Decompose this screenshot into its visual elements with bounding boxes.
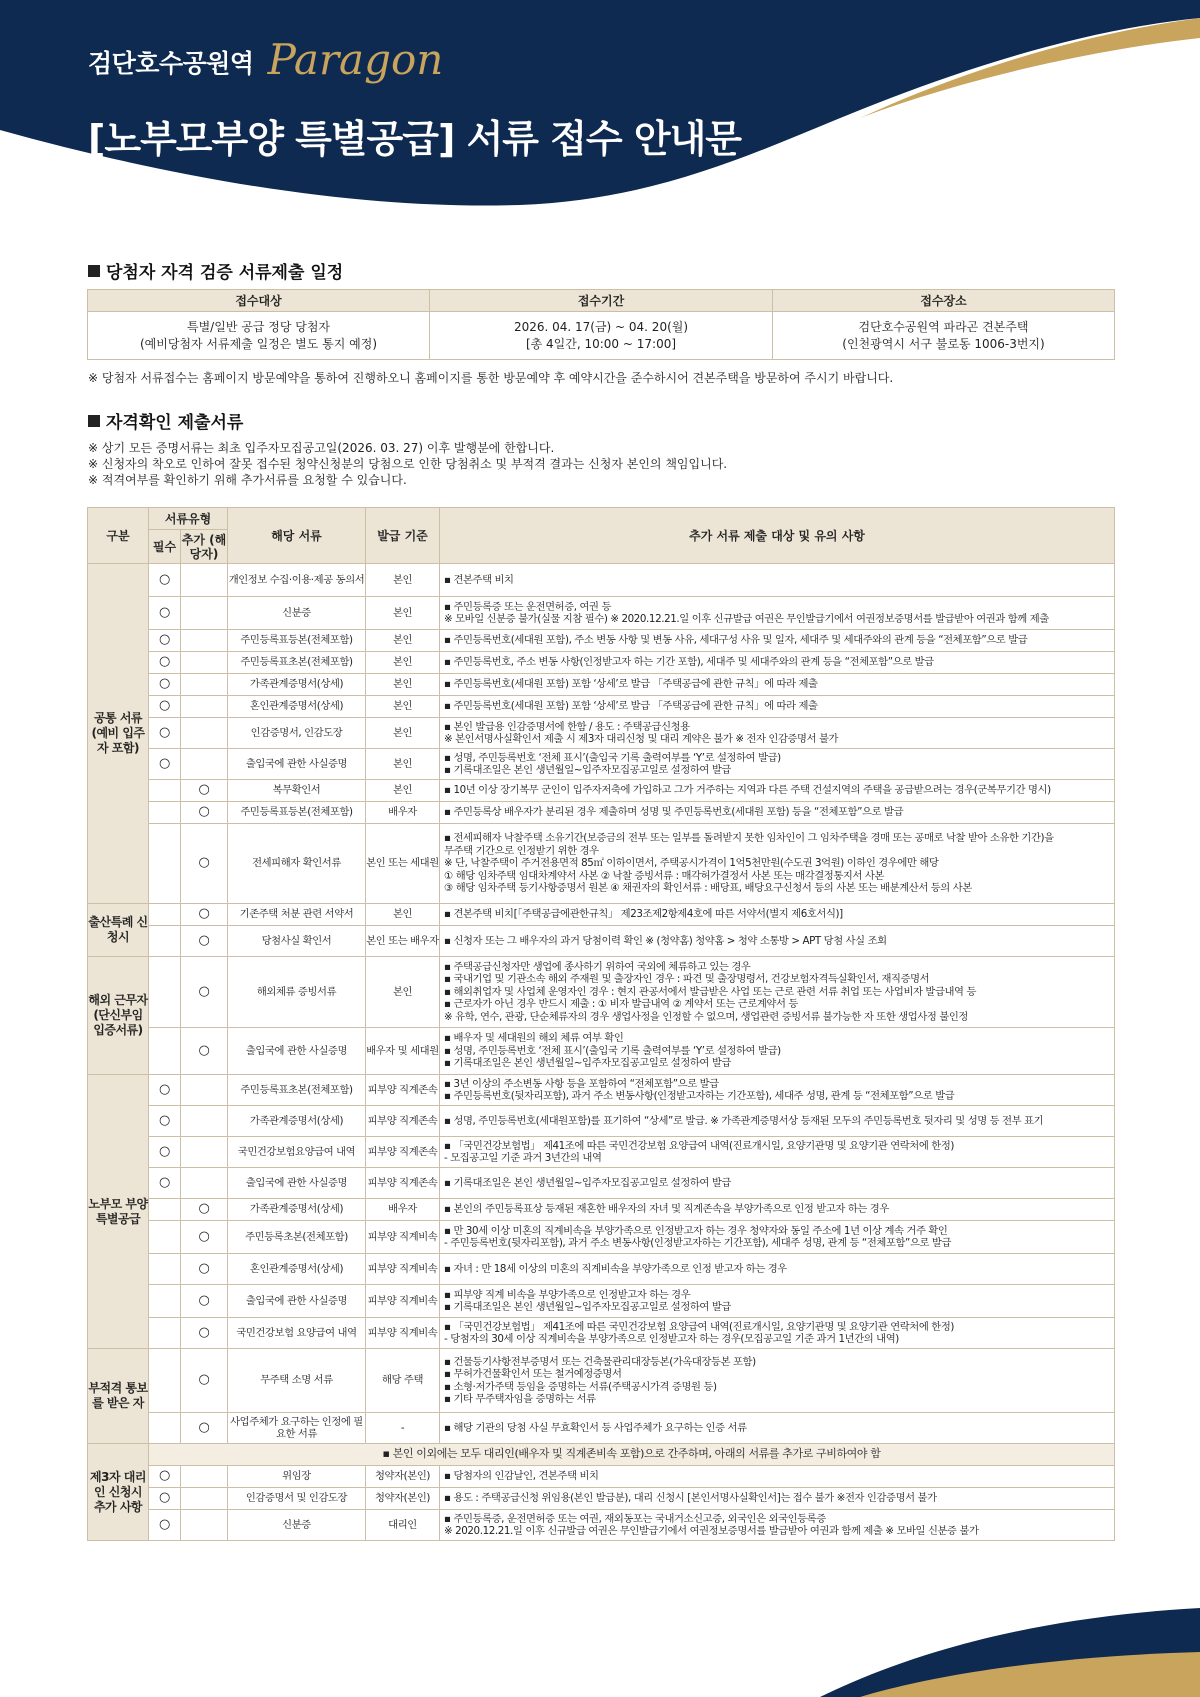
issue-basis: 본인 (366, 718, 440, 749)
required-mark: ○ (149, 718, 181, 749)
table-row (88, 652, 1115, 674)
issue-basis: 배우자 (366, 802, 440, 824)
table-row (88, 1028, 1115, 1075)
note-line: ③ 해당 임차주택 등기사항증명서 원본 ④ 채권자의 확인서류 : 배당표, 배당요구신청서 등의 사본 또는 배분계산서 등의 사본 (444, 882, 972, 895)
additional-mark: ○ (181, 926, 228, 957)
note-line: ▪ 용도 : 주택공급신청 위임용(본인 발급분), 대리 신청시 [본인서명사실확인서]는 접수 불가 ※전자 인감증명서 불가 (444, 1492, 937, 1505)
note-line: ▪ 주민등록상 배우자가 분리된 경우 제출하며 성명 및 주민등록번호(세대원 포함) 등을 “전체포함”으로 발급 (444, 806, 904, 819)
additional-mark (181, 696, 228, 718)
document-name: 인감증명서, 인감도장 (228, 718, 366, 749)
required-mark (149, 824, 181, 904)
note-line: - 당첨자의 30세 이상 직계비속을 부양가족으로 인정받고자 하는 경우(모집공고일 기준 과거 1년간의 내역) (444, 1333, 899, 1345)
issue-basis: 본인 (366, 957, 440, 1028)
table-row (88, 696, 1115, 718)
documents-table-body (88, 564, 1115, 1541)
paragon-logo: Paragon (267, 35, 444, 84)
note-line: ※ 본인서명사실확인서 제출 시 제3자 대리신청 및 대리 계약은 불가 ※ 전자 인감증명서 불가 (444, 733, 839, 745)
schedule-table (87, 289, 1115, 360)
note-line: ▪ 소형·저가주택 등임을 증명하는 서류(주택공시가격 증명원 등) (444, 1380, 717, 1393)
header-doc-type: 서류유형 (149, 508, 228, 530)
note-line: ▪ 건물등기사항전부증명서 또는 건축물관리대장등본(가옥대장등본 포함) (444, 1355, 756, 1368)
document-name: 출입국에 관한 사실증명 (228, 1285, 366, 1318)
brand-name: 검단호수공원역 (88, 49, 254, 78)
table-row (88, 1137, 1115, 1168)
document-name: 혼인관계증명서(상세) (228, 1254, 366, 1285)
issue-basis: 대리인 (366, 1510, 440, 1541)
required-mark (149, 780, 181, 802)
header-notes: 추가 서류 제출 대상 및 유의 사항 (440, 508, 1115, 564)
additional-mark (181, 1510, 228, 1541)
documents-table (87, 507, 1115, 1541)
required-mark: ○ (149, 696, 181, 718)
additional-mark (181, 1488, 228, 1510)
schedule-period: 2026. 04. 17(금) ~ 04. 20(월) [총 4일간, 10:00 ~ 17:00] (430, 312, 773, 360)
document-name: 국민건강보험 요양급여 내역 (228, 1318, 366, 1349)
table-row (88, 1466, 1115, 1488)
documents-notes: ※ 상기 모든 증명서류는 최초 입주자모집공고일(2026. 03. 27) 이후 발행분에 한합니다. ※ 신청자의 착오로 인하여 잘못 접수된 청약신청분의 당첨으로 인한 당첨취소 및 부적격 결과는 신청자 본인의 책임입니다. ※ 적격여부를 확인하기 위해 추가서류를 요청할 수 있습니다. (88, 441, 728, 487)
required-mark: ○ (149, 1488, 181, 1510)
document-name: 혼인관계증명서(상세) (228, 696, 366, 718)
notes-cell (440, 1349, 1115, 1413)
issue-basis: 피부양 직계비속 (366, 1285, 440, 1318)
note-line: ▪ 기록대조일은 본인 생년월일~입주자모집공고일로 설정하여 발급 (444, 764, 731, 776)
schedule-header-target: 접수대상 (88, 290, 430, 312)
note-line: ▪ 주민등록증 또는 운전면허증, 여권 등 (444, 600, 612, 613)
required-mark (149, 802, 181, 824)
additional-mark (181, 1137, 228, 1168)
table-row (88, 1168, 1115, 1199)
additional-mark: ○ (181, 1254, 228, 1285)
issue-basis: 피부양 직계존속 (366, 1168, 440, 1199)
notes-cell (440, 780, 1115, 802)
issue-basis: 본인 (366, 696, 440, 718)
required-mark (149, 1318, 181, 1349)
table-row (88, 1254, 1115, 1285)
note-line: ※ 모바일 신분증 불가(실물 지참 필수) ※ 2020.12.21.일 이후 신규발급 여권은 무인발급기에서 여권정보증명서를 발급받아 여권과 함께 제출 (444, 613, 1049, 625)
notes-cell (440, 1466, 1115, 1488)
issue-basis: 피부양 직계존속 (366, 1106, 440, 1137)
issue-basis: - (366, 1413, 440, 1444)
issue-basis: 본인 (366, 564, 440, 597)
hero-banner (0, 0, 1200, 230)
notes-cell (440, 674, 1115, 696)
note-line: ▪ 주민등록번호(세대원 포함) 포함 ‘상세’로 발급 「주택공급에 관한 규칙」에 따라 제출 (444, 678, 818, 691)
note-line: ▪ 해외취업자 및 사업체 운영자인 경우 : 현지 관공서에서 발급받은 사업 또는 근로 관련 서류 취업 또는 사업비자 발급내역 등 (444, 985, 977, 998)
note-line: ▪ 국내기업 및 기관소속 해외 주재원 및 출장자인 경우 : 파견 및 출장명령서, 건강보험자격득실확인서, 재직증명서 (444, 973, 930, 986)
category-cell: 출산특례 신청시 (88, 904, 149, 957)
notes-cell (440, 1199, 1115, 1221)
document-name: 복무확인서 (228, 780, 366, 802)
square-bullet-icon (88, 265, 100, 277)
document-name: 주민등록표초본(전체포함) (228, 1075, 366, 1106)
issue-basis: 본인 (366, 652, 440, 674)
issue-basis: 배우자 (366, 1199, 440, 1221)
note-line: ※ 유학, 연수, 관광, 단순체류자의 경우 생업사정을 인정할 수 없으며, 생업관련 증빙서류 불가능한 자 또한 생업사정 불인정 (444, 1010, 968, 1023)
note-line: ▪ 만 30세 이상 미혼의 직계비속을 부양가족으로 인정받고자 하는 경우 청약자와 동일 주소에 1년 이상 계속 거주 확인 (444, 1224, 948, 1237)
notes-cell (440, 1254, 1115, 1285)
notes-cell (440, 718, 1115, 749)
issue-basis: 피부양 직계비속 (366, 1254, 440, 1285)
table-row (88, 1106, 1115, 1137)
table-row (88, 1413, 1115, 1444)
table-row (88, 1285, 1115, 1318)
document-name: 주민등록초본(전체포함) (228, 1221, 366, 1254)
required-mark: ○ (149, 630, 181, 652)
category-cell: 공통 서류 (예비 입주자 포함) (88, 564, 149, 904)
notes-cell (440, 802, 1115, 824)
issue-basis: 본인 (366, 630, 440, 652)
required-mark (149, 1285, 181, 1318)
issue-basis: 피부양 직계존속 (366, 1075, 440, 1106)
note-line: ▪ 신청자 또는 그 배우자의 과거 당첨이력 확인 ※ (청약홈) 청약홈 > 청약 소통방 > APT 당첨 사실 조회 (444, 934, 887, 947)
required-mark (149, 1254, 181, 1285)
table-row (88, 1199, 1115, 1221)
notes-cell (440, 1488, 1115, 1510)
required-mark (149, 1413, 181, 1444)
table-row (88, 674, 1115, 696)
required-mark (149, 957, 181, 1028)
header-document: 해당 서류 (228, 508, 366, 564)
section-title-documents: 자격확인 제출서류 (88, 408, 243, 433)
document-name: 신분증 (228, 597, 366, 630)
issue-basis: 배우자 및 세대원 (366, 1028, 440, 1075)
table-row (88, 1075, 1115, 1106)
table-row (88, 630, 1115, 652)
note-line: ▪ 배우자 및 세대원의 해외 체류 여부 확인 (444, 1032, 624, 1045)
notes-cell (440, 957, 1115, 1028)
table-row (88, 926, 1115, 957)
required-mark (149, 1199, 181, 1221)
category-cell: 노부모 부양 특별공급 (88, 1075, 149, 1349)
issue-basis: 본인 (366, 674, 440, 696)
note-line: ▪ 본인의 주민등록표상 등재된 재혼한 배우자의 자녀 및 직계존속을 부양가족으로 인정 받고자 하는 경우 (444, 1203, 889, 1216)
issue-basis: 본인 (366, 749, 440, 780)
header-category: 구분 (88, 508, 149, 564)
additional-mark: ○ (181, 1349, 228, 1413)
schedule-target: 특별/일반 공급 정당 당첨자 (예비당첨자 서류제출 일정은 별도 통지 예정) (88, 312, 430, 360)
notes-cell (440, 696, 1115, 718)
note-line: ▪ 기록대조일은 본인 생년월일~입주자모집공고일로 설정하여 발급 (444, 1176, 731, 1189)
required-mark (149, 1221, 181, 1254)
required-mark: ○ (149, 1137, 181, 1168)
table-row (88, 1444, 1115, 1466)
category-cell: 해외 근무자 (단신부임 입증서류) (88, 957, 149, 1075)
notes-cell (440, 1028, 1115, 1075)
document-name: 무주택 소명 서류 (228, 1349, 366, 1413)
document-name: 기존주택 처분 관련 서약서 (228, 904, 366, 926)
note-line: ▪ 주민등록번호(뒷자리포함), 과거 주소 변동사항(인정받고자하는 기간포함), 세대주 성명, 관계 등 “전체포함”으로 발급 (444, 1090, 955, 1102)
proxy-banner: ▪ 본인 이외에는 모두 대리인(배우자 및 직계존비속 포함)으로 간주하며, 아래의 서류를 추가로 구비하여야 함 (149, 1444, 1115, 1466)
additional-mark: ○ (181, 1028, 228, 1075)
note-line: ▪ 견본주택 비치 (444, 573, 514, 586)
table-row (88, 904, 1115, 926)
note-line: ▪ 주민등록증, 운전면허증 또는 여권, 재외동포는 국내거소신고증, 외국인은 외국인등록증 (444, 1512, 826, 1525)
header-required: 필수 (149, 530, 181, 564)
additional-mark (181, 652, 228, 674)
schedule-note: ※ 당첨자 서류접수는 홈페이지 방문예약을 통하여 진행하오니 홈페이지를 통한 방문예약 후 예약시간을 준수하시어 견본주택을 방문하여 주시기 바랍니다. (88, 371, 894, 385)
notes-cell (440, 630, 1115, 652)
note-line: ▪ 3년 이상의 주소변동 사항 등을 포함하여 “전체포함”으로 발급 (444, 1077, 719, 1090)
note-line: ▪ 해당 기관의 당첨 사실 무효확인서 등 사업주체가 요구하는 인증 서류 (444, 1421, 747, 1434)
note-line: ▪ 「국민건강보험법」 제41조에 따른 국민건강보험 요양급여 내역(진료개시일, 요양기관명 및 요양기관 연락처에 한정) (444, 1139, 954, 1152)
footer-decoration (0, 1578, 1200, 1697)
notes-cell (440, 564, 1115, 597)
required-mark (149, 1028, 181, 1075)
notes-cell (440, 926, 1115, 957)
additional-mark: ○ (181, 904, 228, 926)
notes-cell (440, 1075, 1115, 1106)
note-line: ① 해당 임차주택 임대차계약서 사본 ② 낙찰 증빙서류 : 매각허가결정서 사본 또는 매각결정통지서 사본 (444, 869, 884, 882)
document-name: 사업주체가 요구하는 인정에 필요한 서류 (228, 1413, 366, 1444)
issue-basis: 본인 (366, 904, 440, 926)
notes-cell (440, 824, 1115, 904)
additional-mark (181, 1168, 228, 1199)
issue-basis: 본인 (366, 780, 440, 802)
table-row (88, 1349, 1115, 1413)
document-name: 당첨사실 확인서 (228, 926, 366, 957)
required-mark: ○ (149, 597, 181, 630)
document-name: 개인정보 수집·이용·제공 동의서 (228, 564, 366, 597)
required-mark (149, 926, 181, 957)
note-line: ▪ 주민등록번호(세대원 포함), 주소 변동 사항 및 변동 사유, 세대구성 사유 및 일자, 세대주 및 세대주와의 관계 등을 “전체포함”으로 발급 (444, 634, 1028, 647)
issue-basis: 청약자(본인) (366, 1488, 440, 1510)
issue-basis: 본인 또는 세대원 (366, 824, 440, 904)
notes-cell (440, 652, 1115, 674)
additional-mark (181, 749, 228, 780)
table-row (88, 749, 1115, 780)
table-row (88, 824, 1115, 904)
additional-mark (181, 674, 228, 696)
notes-cell (440, 1318, 1115, 1349)
notes-cell (440, 1285, 1115, 1318)
header-additional: 추가 (해당자) (181, 530, 228, 564)
square-bullet-icon (88, 415, 100, 427)
table-row (88, 1510, 1115, 1541)
document-name: 인감증명서 및 인감도장 (228, 1488, 366, 1510)
notes-cell (440, 1221, 1115, 1254)
document-name: 출입국에 관한 사실증명 (228, 1028, 366, 1075)
note-line: ▪ 본인 발급용 인감증명서에 한함 / 용도 : 주택공급신청용 (444, 720, 690, 733)
notes-cell (440, 1168, 1115, 1199)
document-name: 출입국에 관한 사실증명 (228, 749, 366, 780)
issue-basis: 해당 주택 (366, 1349, 440, 1413)
required-mark: ○ (149, 1466, 181, 1488)
note-line: ▪ 주민등록번호, 주소 변동 사항(인정받고자 하는 기간 포함), 세대주 및 세대주와의 관계 등을 “전체포함”으로 발급 (444, 656, 934, 669)
required-mark: ○ (149, 1075, 181, 1106)
note-line: - 주민등록번호(뒷자리포함), 과거 주소 변동사항(인정받고자하는 기간포함), 세대주 성명, 관계 등 “전체포함”으로 발급 (444, 1237, 952, 1249)
required-mark (149, 904, 181, 926)
note-line: ※ 2020.12.21.일 이후 신규발급 여권은 무인발급기에서 여권정보증명서를 발급받아 여권과 함께 제출 ※ 모바일 신분증 불가 (444, 1525, 979, 1537)
table-row (88, 957, 1115, 1028)
required-mark: ○ (149, 564, 181, 597)
additional-mark (181, 1075, 228, 1106)
issue-basis: 본인 또는 배우자 (366, 926, 440, 957)
notes-cell (440, 597, 1115, 630)
section-title-schedule: 당첨자 자격 검증 서류제출 일정 (88, 258, 343, 283)
document-name: 해외체류 증빙서류 (228, 957, 366, 1028)
table-row (88, 1488, 1115, 1510)
header-basis: 발급 기준 (366, 508, 440, 564)
issue-basis: 본인 (366, 597, 440, 630)
note-line: ▪ 견본주택 비치[「주택공급에관한규칙」 제23조제2항제4호에 따른 서약서(별지 제6호서식)] (444, 908, 843, 921)
note-line: ▪ 근로자가 아닌 경우 반드시 제출 : ① 비자 발급내역 ② 계약서 또는 근로계약서 등 (444, 998, 798, 1011)
notes-cell (440, 904, 1115, 926)
required-mark: ○ (149, 1106, 181, 1137)
table-row (88, 1221, 1115, 1254)
additional-mark: ○ (181, 1199, 228, 1221)
additional-mark: ○ (181, 1285, 228, 1318)
additional-mark: ○ (181, 1318, 228, 1349)
note-line: ▪ 자녀 : 만 18세 이상의 미혼의 직계비속을 부양가족으로 인정 받고자 하는 경우 (444, 1262, 787, 1275)
notes-cell (440, 1137, 1115, 1168)
document-name: 신분증 (228, 1510, 366, 1541)
additional-mark: ○ (181, 957, 228, 1028)
required-mark: ○ (149, 652, 181, 674)
additional-mark (181, 718, 228, 749)
note-line: ▪ 주택공급신청자만 생업에 종사하기 위하여 국외에 체류하고 있는 경우 (444, 960, 751, 973)
document-name: 가족관계증명서(상세) (228, 1106, 366, 1137)
required-mark: ○ (149, 1168, 181, 1199)
table-row (88, 1318, 1115, 1349)
note-line: ▪ 피부양 직계 비속을 부양가족으로 인정받고자 하는 경우 (444, 1288, 691, 1301)
note-line: ▪ 기타 무주택자임을 증명하는 서류 (444, 1393, 596, 1405)
document-name: 전세피해자 확인서류 (228, 824, 366, 904)
additional-mark: ○ (181, 780, 228, 802)
document-name: 주민등록표등본(전체포함) (228, 802, 366, 824)
note-line: ▪ 10년 이상 장기복무 군인이 입주자저축에 가입하고 그가 거주하는 지역과 다른 주택 건설지역의 주택을 공급받으려는 경우(군복무기간 명시) (444, 784, 1051, 797)
note-line: ▪ 기록대조일은 본인 생년월일~입주자모집공고일로 설정하여 발급 (444, 1301, 731, 1313)
schedule-place: 검단호수공원역 파라곤 견본주택 (인천광역시 서구 불로동 1006-3번지) (773, 312, 1115, 360)
note-line: ▪ 성명, 주민등록번호(세대원포함)를 표기하여 “상세”로 발급. ※ 가족관계증명서상 등재된 모두의 주민등록번호 뒷자리 및 성명 등 전부 표기 (444, 1114, 1044, 1127)
required-mark: ○ (149, 674, 181, 696)
note-line: ▪ 「국민건강보험법」 제41조에 따른 국민건강보험 요양급여 내역(진료개시일, 요양기관명 및 요양기관 연락처에 한정) (444, 1320, 954, 1333)
additional-mark: ○ (181, 1221, 228, 1254)
note-line: 무주택 기간으로 인정받기 위한 경우 (444, 844, 599, 857)
additional-mark (181, 564, 228, 597)
note-line: ▪ 무허가건물확인서 또는 철거예정증명서 (444, 1368, 622, 1380)
category-cell: 제3자 대리인 신청시 추가 사항 (88, 1444, 149, 1541)
required-mark: ○ (149, 749, 181, 780)
note-line: ▪ 전세피해자 낙찰주택 소유기간(보증금의 전부 또는 일부를 돌려받지 못한 임차인이 그 임차주택을 경매 또는 공매로 낙찰 받아 소유한 기간)을 (444, 832, 1054, 845)
document-name: 위임장 (228, 1466, 366, 1488)
table-row (88, 780, 1115, 802)
table-row (88, 564, 1115, 597)
document-name: 주민등록표등본(전체포함) (228, 630, 366, 652)
note-line: ▪ 주민등록번호(세대원 포함) 포함 ‘상세’로 발급 「주택공급에 관한 규칙」에 따라 제출 (444, 700, 818, 713)
issue-basis: 청약자(본인) (366, 1466, 440, 1488)
additional-mark: ○ (181, 1413, 228, 1444)
issue-basis: 피부양 직계존속 (366, 1137, 440, 1168)
required-mark: ○ (149, 1510, 181, 1541)
note-line: ▪ 성명, 주민등록번호 ‘전체 표시’(출입국 기록 출력여부를 ‘Y’로 설정하여 발급) (444, 1044, 781, 1057)
additional-mark (181, 1106, 228, 1137)
schedule-header-period: 접수기간 (430, 290, 773, 312)
notes-cell (440, 749, 1115, 780)
document-name: 가족관계증명서(상세) (228, 1199, 366, 1221)
table-row (88, 802, 1115, 824)
note-line: ※ 단, 낙찰주택이 주거전용면적 85㎡ 이하이면서, 주택공시가격이 1억5천만원(수도권 3억원) 이하인 경우에만 해당 (444, 857, 939, 870)
note-line: ▪ 기록대조일은 본인 생년월일~입주자모집공고일로 설정하여 발급 (444, 1057, 731, 1070)
required-mark (149, 1349, 181, 1413)
document-name: 가족관계증명서(상세) (228, 674, 366, 696)
additional-mark (181, 1466, 228, 1488)
notes-cell (440, 1413, 1115, 1444)
document-name: 국민건강보험요양급여 내역 (228, 1137, 366, 1168)
additional-mark (181, 597, 228, 630)
schedule-header-place: 접수장소 (773, 290, 1115, 312)
document-name: 주민등록표초본(전체포함) (228, 652, 366, 674)
notes-cell (440, 1510, 1115, 1541)
category-cell: 부적격 통보를 받은 자 (88, 1349, 149, 1444)
notes-cell (440, 1106, 1115, 1137)
document-name: 출입국에 관한 사실증명 (228, 1168, 366, 1199)
table-row (88, 718, 1115, 749)
additional-mark: ○ (181, 802, 228, 824)
page-title: [노부모부양 특별공급] 서류 접수 안내문 (88, 117, 741, 161)
additional-mark: ○ (181, 824, 228, 904)
additional-mark (181, 630, 228, 652)
table-row (88, 597, 1115, 630)
note-line: ▪ 당첨자의 인감날인, 견본주택 비치 (444, 1470, 599, 1483)
issue-basis: 피부양 직계비속 (366, 1221, 440, 1254)
issue-basis: 피부양 직계비속 (366, 1318, 440, 1349)
note-line: ▪ 성명, 주민등록번호 ‘전체 표시’(출입국 기록 출력여부를 ‘Y’로 설정하여 발급) (444, 751, 781, 764)
note-line: - 모집공고일 기준 과거 3년간의 내역 (444, 1152, 602, 1164)
